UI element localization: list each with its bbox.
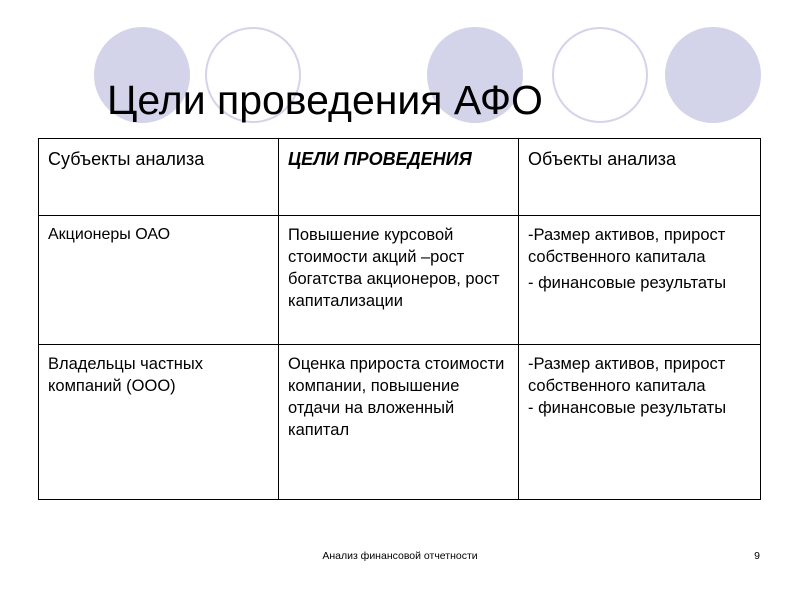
cell-goal: Повышение курсовой стоимости акций –рост богатства акционеров, рост капитализации (279, 216, 519, 345)
header-objects: Объекты анализа (519, 139, 761, 216)
objects-line: -Размер активов, прирост собственного капитала (528, 226, 726, 266)
objects-line: - финансовые результаты (528, 399, 727, 417)
cell-subject: Акционеры ОАО (39, 216, 279, 345)
header-goals: ЦЕЛИ ПРОВЕДЕНИЯ (279, 139, 519, 216)
table-row (39, 216, 761, 345)
objects-line: -Размер активов, прирост собственного капитала (528, 355, 726, 395)
page-number: 9 (754, 550, 760, 562)
table-row (39, 345, 761, 500)
objects-line: - финансовые результаты (528, 274, 727, 292)
cell-objects (519, 216, 761, 345)
goals-table (38, 138, 761, 500)
cell-objects (519, 345, 761, 500)
table-header-row (39, 139, 761, 216)
header-subjects: Субъекты анализа (39, 139, 279, 216)
decor-circle-4 (552, 27, 648, 123)
cell-goal: Оценка прироста стоимости компании, повышение отдачи на вложенный капитал (279, 345, 519, 500)
cell-subject: Владельцы частных компаний (ООО) (39, 345, 279, 500)
decor-circle-5 (665, 27, 761, 123)
slide-title: Цели проведения АФО (107, 77, 543, 123)
slide-footer: Анализ финансовой отчетности (322, 550, 478, 562)
